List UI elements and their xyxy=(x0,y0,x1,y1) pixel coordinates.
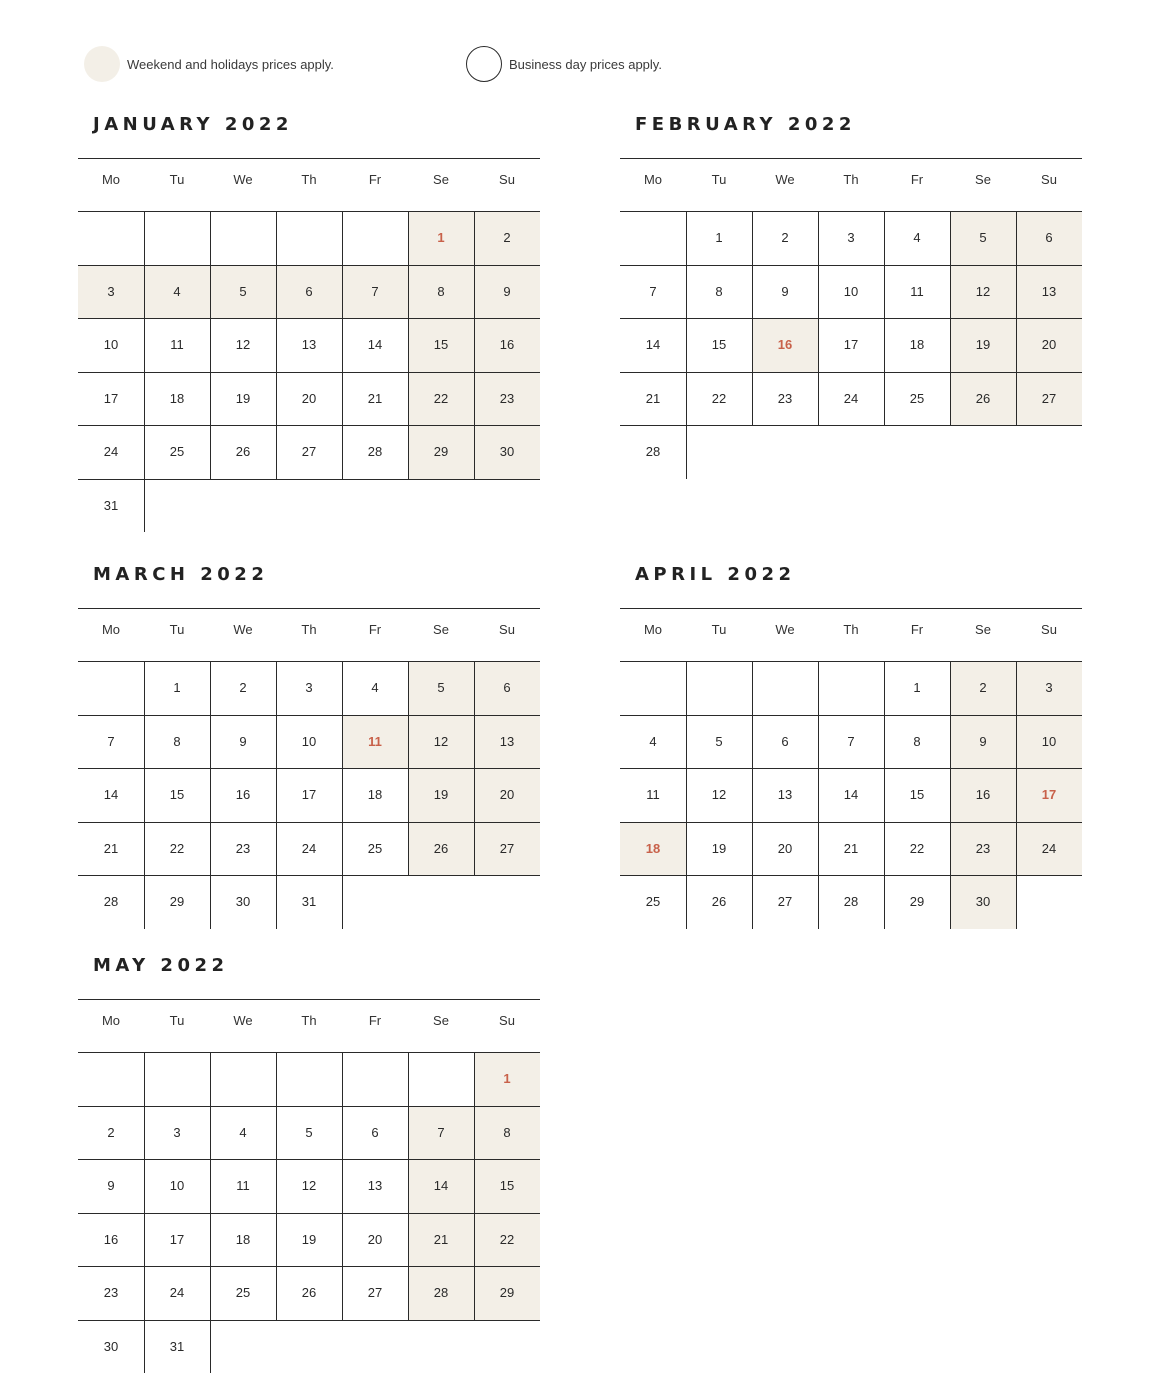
grid-line xyxy=(408,211,409,479)
grid-line xyxy=(818,661,819,929)
grid-line xyxy=(276,211,277,479)
day-cell[interactable]: 22 xyxy=(711,390,727,406)
day-cell[interactable]: 9 xyxy=(950,715,1016,769)
day-cell[interactable]: 18 xyxy=(235,1231,251,1247)
day-cell[interactable]: 20 xyxy=(301,390,317,406)
day-cell[interactable]: 19 xyxy=(235,390,251,406)
day-cell[interactable]: 12 xyxy=(408,715,474,769)
day-cell[interactable]: 11 xyxy=(646,787,660,803)
month-divider xyxy=(78,608,540,609)
day-cell[interactable]: 6 xyxy=(474,661,540,715)
day-cell[interactable]: 24 xyxy=(169,1285,185,1301)
grid-line xyxy=(78,875,540,876)
day-cell[interactable]: 4 xyxy=(144,265,210,319)
weekday-label: Tu xyxy=(169,1013,185,1028)
grid-line xyxy=(474,661,475,875)
month-divider xyxy=(78,158,540,159)
day-cell[interactable]: 21 xyxy=(408,1213,474,1267)
weekday-label: Tu xyxy=(169,172,185,187)
day-cell[interactable]: 14 xyxy=(367,337,383,353)
day-cell[interactable]: 17 xyxy=(843,337,859,353)
month-title: MAY 2022 xyxy=(93,955,229,976)
day-cell[interactable]: 9 xyxy=(474,265,540,319)
day-cell[interactable]: 28 xyxy=(103,894,119,910)
day-cell[interactable]: 9 xyxy=(781,283,789,299)
weekday-label: Th xyxy=(301,172,317,187)
day-cell[interactable]: 19 xyxy=(711,840,727,856)
day-cell[interactable]: 5 xyxy=(305,1124,313,1140)
weekday-header-row xyxy=(78,622,540,637)
day-cell[interactable]: 15 xyxy=(909,787,925,803)
day-cell[interactable]: 19 xyxy=(950,318,1016,372)
day-cell[interactable]: 8 xyxy=(173,733,181,749)
legend-business-label: Business day prices apply. xyxy=(509,56,662,72)
day-cell[interactable]: 11 xyxy=(342,715,408,769)
day-cell[interactable]: 23 xyxy=(235,840,251,856)
grid-line xyxy=(276,661,277,929)
grid-line xyxy=(752,661,753,929)
day-cell[interactable]: 13 xyxy=(777,787,793,803)
day-cell[interactable]: 12 xyxy=(235,337,251,353)
day-cell[interactable]: 12 xyxy=(711,787,727,803)
grid-line xyxy=(474,1052,475,1320)
day-cell[interactable]: 19 xyxy=(301,1231,317,1247)
weekday-header-row xyxy=(78,172,540,187)
day-cell[interactable]: 9 xyxy=(239,733,247,749)
grid-line xyxy=(342,661,343,929)
grid-line xyxy=(620,715,1082,716)
day-cell[interactable]: 10 xyxy=(301,733,317,749)
weekday-label: Se xyxy=(433,622,449,637)
day-cell[interactable]: 18 xyxy=(367,787,383,803)
grid-line xyxy=(78,1320,540,1321)
day-cell[interactable]: 23 xyxy=(777,390,793,406)
weekday-label: Fr xyxy=(910,622,924,637)
day-cell[interactable]: 5 xyxy=(715,733,723,749)
grid-line xyxy=(884,211,885,425)
day-cell[interactable]: 16 xyxy=(235,787,251,803)
month-title: FEBRUARY 2022 xyxy=(635,114,856,135)
grid-line xyxy=(78,1213,540,1214)
day-cell[interactable]: 23 xyxy=(950,822,1016,876)
day-cell[interactable]: 23 xyxy=(474,372,540,426)
day-cell[interactable]: 15 xyxy=(474,1159,540,1213)
day-cell[interactable]: 28 xyxy=(843,894,859,910)
grid-line xyxy=(144,1052,145,1373)
weekday-label: Tu xyxy=(711,622,727,637)
day-cell[interactable]: 24 xyxy=(103,444,119,460)
grid-line xyxy=(78,211,540,212)
day-cell[interactable]: 3 xyxy=(305,680,313,696)
grid-line xyxy=(620,822,1082,823)
weekday-header-row xyxy=(78,1013,540,1028)
day-cell[interactable]: 15 xyxy=(169,787,185,803)
day-cell[interactable]: 26 xyxy=(408,822,474,876)
day-cell[interactable]: 13 xyxy=(301,337,317,353)
grid-line xyxy=(78,1052,540,1053)
day-cell[interactable]: 6 xyxy=(1016,211,1082,265)
day-cell[interactable]: 13 xyxy=(1016,265,1082,319)
day-cell[interactable]: 24 xyxy=(843,390,859,406)
grid-line xyxy=(78,372,540,373)
day-cell[interactable]: 25 xyxy=(909,390,925,406)
weekday-label: Su xyxy=(1041,622,1057,637)
grid-line xyxy=(78,1106,540,1107)
day-cell[interactable]: 4 xyxy=(371,680,379,696)
day-cell[interactable]: 24 xyxy=(301,840,317,856)
grid-line xyxy=(144,211,145,532)
day-cell[interactable]: 29 xyxy=(474,1266,540,1320)
grid-line xyxy=(342,211,343,479)
weekday-label: Mo xyxy=(101,622,121,637)
day-cell[interactable]: 28 xyxy=(408,1266,474,1320)
day-cell[interactable]: 2 xyxy=(239,680,247,696)
grid-line xyxy=(620,425,1082,426)
day-cell[interactable]: 11 xyxy=(236,1178,250,1194)
day-cell[interactable]: 2 xyxy=(781,230,789,246)
day-cell[interactable]: 3 xyxy=(78,265,144,319)
day-cell[interactable]: 1 xyxy=(715,230,723,246)
weekday-label: Se xyxy=(975,172,991,187)
day-cell[interactable]: 8 xyxy=(715,283,723,299)
day-cell[interactable]: 14 xyxy=(645,337,661,353)
day-cell[interactable]: 14 xyxy=(843,787,859,803)
day-cell[interactable]: 11 xyxy=(910,283,924,299)
grid-line xyxy=(1016,661,1017,929)
day-cell[interactable]: 26 xyxy=(711,894,727,910)
legend-weekend xyxy=(84,46,444,82)
day-cell[interactable]: 27 xyxy=(777,894,793,910)
day-cell[interactable]: 17 xyxy=(1016,768,1082,822)
day-cell[interactable]: 15 xyxy=(711,337,727,353)
day-cell[interactable]: 5 xyxy=(950,211,1016,265)
day-cell[interactable]: 1 xyxy=(474,1052,540,1106)
month-divider xyxy=(620,158,1082,159)
grid-line xyxy=(342,1052,343,1320)
day-cell[interactable]: 26 xyxy=(235,444,251,460)
day-cell[interactable]: 1 xyxy=(913,680,921,696)
grid-line xyxy=(78,318,540,319)
day-cell[interactable]: 30 xyxy=(474,425,540,479)
day-cell[interactable]: 25 xyxy=(235,1285,251,1301)
day-cell[interactable]: 18 xyxy=(909,337,925,353)
grid-line xyxy=(620,372,1082,373)
weekday-label: We xyxy=(233,622,253,637)
day-cell[interactable]: 16 xyxy=(474,318,540,372)
day-cell[interactable]: 30 xyxy=(103,1338,119,1354)
weekday-label: Mo xyxy=(101,1013,121,1028)
day-cell[interactable]: 23 xyxy=(103,1285,119,1301)
grid-line xyxy=(144,661,145,929)
month-divider xyxy=(620,608,1082,609)
day-cell[interactable]: 15 xyxy=(408,318,474,372)
grid-line xyxy=(686,661,687,929)
weekday-label: Tu xyxy=(711,172,727,187)
day-cell[interactable]: 28 xyxy=(367,444,383,460)
weekday-label: Fr xyxy=(368,622,382,637)
grid-line xyxy=(78,768,540,769)
weekday-label: Fr xyxy=(368,172,382,187)
grid-line xyxy=(210,1052,211,1373)
day-cell[interactable]: 26 xyxy=(950,372,1016,426)
day-cell[interactable]: 22 xyxy=(408,372,474,426)
day-cell[interactable]: 21 xyxy=(367,390,383,406)
day-cell[interactable]: 31 xyxy=(301,894,317,910)
day-cell[interactable]: 6 xyxy=(781,733,789,749)
day-cell[interactable]: 29 xyxy=(408,425,474,479)
day-cell[interactable]: 8 xyxy=(913,733,921,749)
day-cell[interactable]: 4 xyxy=(649,733,657,749)
day-cell[interactable]: 4 xyxy=(913,230,921,246)
day-cell[interactable]: 30 xyxy=(950,875,1016,929)
grid-line xyxy=(78,479,540,480)
weekday-label: Su xyxy=(499,172,515,187)
grid-line xyxy=(210,211,211,479)
day-cell[interactable]: 7 xyxy=(649,283,657,299)
weekday-label: Th xyxy=(843,172,859,187)
weekday-label: We xyxy=(233,1013,253,1028)
day-cell[interactable]: 13 xyxy=(367,1178,383,1194)
day-cell[interactable]: 13 xyxy=(474,715,540,769)
weekday-label: Su xyxy=(499,1013,515,1028)
weekday-label: Th xyxy=(301,622,317,637)
day-cell[interactable]: 17 xyxy=(169,1231,185,1247)
day-cell[interactable]: 8 xyxy=(408,265,474,319)
weekday-label: Mo xyxy=(643,172,663,187)
grid-line xyxy=(408,1052,409,1320)
day-cell[interactable]: 3 xyxy=(173,1124,181,1140)
weekday-label: Th xyxy=(843,622,859,637)
day-cell[interactable]: 30 xyxy=(235,894,251,910)
day-cell[interactable]: 27 xyxy=(301,444,317,460)
grid-line xyxy=(620,265,1082,266)
day-cell[interactable]: 17 xyxy=(301,787,317,803)
legend-business-day xyxy=(466,46,766,82)
day-cell[interactable]: 31 xyxy=(103,497,119,513)
grid-line xyxy=(408,661,409,875)
weekday-label: Su xyxy=(1041,172,1057,187)
day-cell[interactable]: 1 xyxy=(408,211,474,265)
day-cell[interactable]: 21 xyxy=(645,390,661,406)
day-cell[interactable]: 25 xyxy=(645,894,661,910)
grid-line xyxy=(686,211,687,479)
day-cell[interactable]: 5 xyxy=(408,661,474,715)
weekday-label: Mo xyxy=(643,622,663,637)
day-cell[interactable]: 26 xyxy=(301,1285,317,1301)
day-cell[interactable]: 20 xyxy=(777,840,793,856)
grid-line xyxy=(884,661,885,929)
grid-line xyxy=(620,768,1082,769)
day-cell[interactable]: 27 xyxy=(367,1285,383,1301)
day-cell[interactable]: 24 xyxy=(1016,822,1082,876)
day-cell[interactable]: 16 xyxy=(950,768,1016,822)
day-cell[interactable]: 2 xyxy=(107,1124,115,1140)
legend-weekend-label: Weekend and holidays prices apply. xyxy=(127,56,334,72)
day-cell[interactable]: 14 xyxy=(408,1159,474,1213)
day-cell[interactable]: 16 xyxy=(103,1231,119,1247)
day-cell[interactable]: 7 xyxy=(342,265,408,319)
day-cell[interactable]: 14 xyxy=(103,787,119,803)
day-cell[interactable]: 7 xyxy=(107,733,115,749)
day-cell[interactable]: 22 xyxy=(474,1213,540,1267)
day-cell[interactable]: 27 xyxy=(474,822,540,876)
day-cell[interactable]: 22 xyxy=(169,840,185,856)
weekday-label: We xyxy=(775,172,795,187)
day-cell[interactable]: 10 xyxy=(103,337,119,353)
weekday-label: We xyxy=(775,622,795,637)
business-day-swatch-icon xyxy=(466,46,502,82)
day-cell[interactable]: 20 xyxy=(1016,318,1082,372)
grid-line xyxy=(78,661,540,662)
day-cell[interactable]: 5 xyxy=(210,265,276,319)
day-cell[interactable]: 9 xyxy=(107,1178,115,1194)
weekday-label: Se xyxy=(975,622,991,637)
day-cell[interactable]: 22 xyxy=(909,840,925,856)
day-cell[interactable]: 17 xyxy=(103,390,119,406)
grid-line xyxy=(78,715,540,716)
day-cell[interactable]: 25 xyxy=(169,444,185,460)
day-cell[interactable]: 16 xyxy=(752,318,818,372)
day-cell[interactable]: 1 xyxy=(173,680,181,696)
grid-line xyxy=(620,211,1082,212)
weekday-label: Se xyxy=(433,1013,449,1028)
grid-line xyxy=(78,425,540,426)
day-cell[interactable]: 11 xyxy=(170,337,184,353)
grid-line xyxy=(276,1052,277,1320)
month-divider xyxy=(78,999,540,1000)
weekday-label: Fr xyxy=(368,1013,382,1028)
weekday-header-row xyxy=(620,172,1082,187)
day-cell[interactable]: 2 xyxy=(950,661,1016,715)
grid-line xyxy=(78,1159,540,1160)
weekday-header-row xyxy=(620,622,1082,637)
day-cell[interactable]: 29 xyxy=(169,894,185,910)
grid-line xyxy=(620,875,1082,876)
grid-line xyxy=(78,265,540,266)
day-cell[interactable]: 8 xyxy=(474,1106,540,1160)
day-cell[interactable]: 4 xyxy=(239,1124,247,1140)
grid-line xyxy=(818,211,819,425)
day-cell[interactable]: 31 xyxy=(169,1338,185,1354)
day-cell[interactable]: 3 xyxy=(847,230,855,246)
day-cell[interactable]: 10 xyxy=(169,1178,185,1194)
day-cell[interactable]: 6 xyxy=(276,265,342,319)
day-cell[interactable]: 12 xyxy=(301,1178,317,1194)
day-cell[interactable]: 28 xyxy=(645,444,661,460)
weekday-label: Tu xyxy=(169,622,185,637)
grid-line xyxy=(210,661,211,929)
day-cell[interactable]: 18 xyxy=(620,822,686,876)
weekday-label: Se xyxy=(433,172,449,187)
day-cell[interactable]: 21 xyxy=(103,840,119,856)
month-title: MARCH 2022 xyxy=(93,564,269,585)
day-cell[interactable]: 10 xyxy=(1016,715,1082,769)
weekday-label: Su xyxy=(499,622,515,637)
day-cell[interactable]: 20 xyxy=(474,768,540,822)
grid-line xyxy=(752,211,753,425)
grid-line xyxy=(620,661,1082,662)
weekday-label: Th xyxy=(301,1013,317,1028)
day-cell[interactable]: 29 xyxy=(909,894,925,910)
day-cell[interactable]: 20 xyxy=(367,1231,383,1247)
grid-line xyxy=(474,211,475,479)
month-title: APRIL 2022 xyxy=(635,564,796,585)
weekend-swatch-icon xyxy=(84,46,120,82)
day-cell[interactable]: 19 xyxy=(408,768,474,822)
day-cell[interactable]: 18 xyxy=(169,390,185,406)
legend xyxy=(84,46,662,82)
day-cell[interactable]: 7 xyxy=(408,1106,474,1160)
grid-line xyxy=(1016,211,1017,425)
day-cell[interactable]: 2 xyxy=(474,211,540,265)
day-cell[interactable]: 10 xyxy=(843,283,859,299)
day-cell[interactable]: 7 xyxy=(847,733,855,749)
day-cell[interactable]: 27 xyxy=(1016,372,1082,426)
grid-line xyxy=(950,661,951,929)
month-title: JANUARY 2022 xyxy=(93,114,293,135)
weekday-label: We xyxy=(233,172,253,187)
day-cell[interactable]: 21 xyxy=(843,840,859,856)
day-cell[interactable]: 25 xyxy=(367,840,383,856)
grid-line xyxy=(78,1266,540,1267)
day-cell[interactable]: 6 xyxy=(371,1124,379,1140)
day-cell[interactable]: 3 xyxy=(1016,661,1082,715)
grid-line xyxy=(950,211,951,425)
grid-line xyxy=(78,822,540,823)
grid-line xyxy=(620,318,1082,319)
weekday-label: Fr xyxy=(910,172,924,187)
weekday-label: Mo xyxy=(101,172,121,187)
day-cell[interactable]: 12 xyxy=(950,265,1016,319)
